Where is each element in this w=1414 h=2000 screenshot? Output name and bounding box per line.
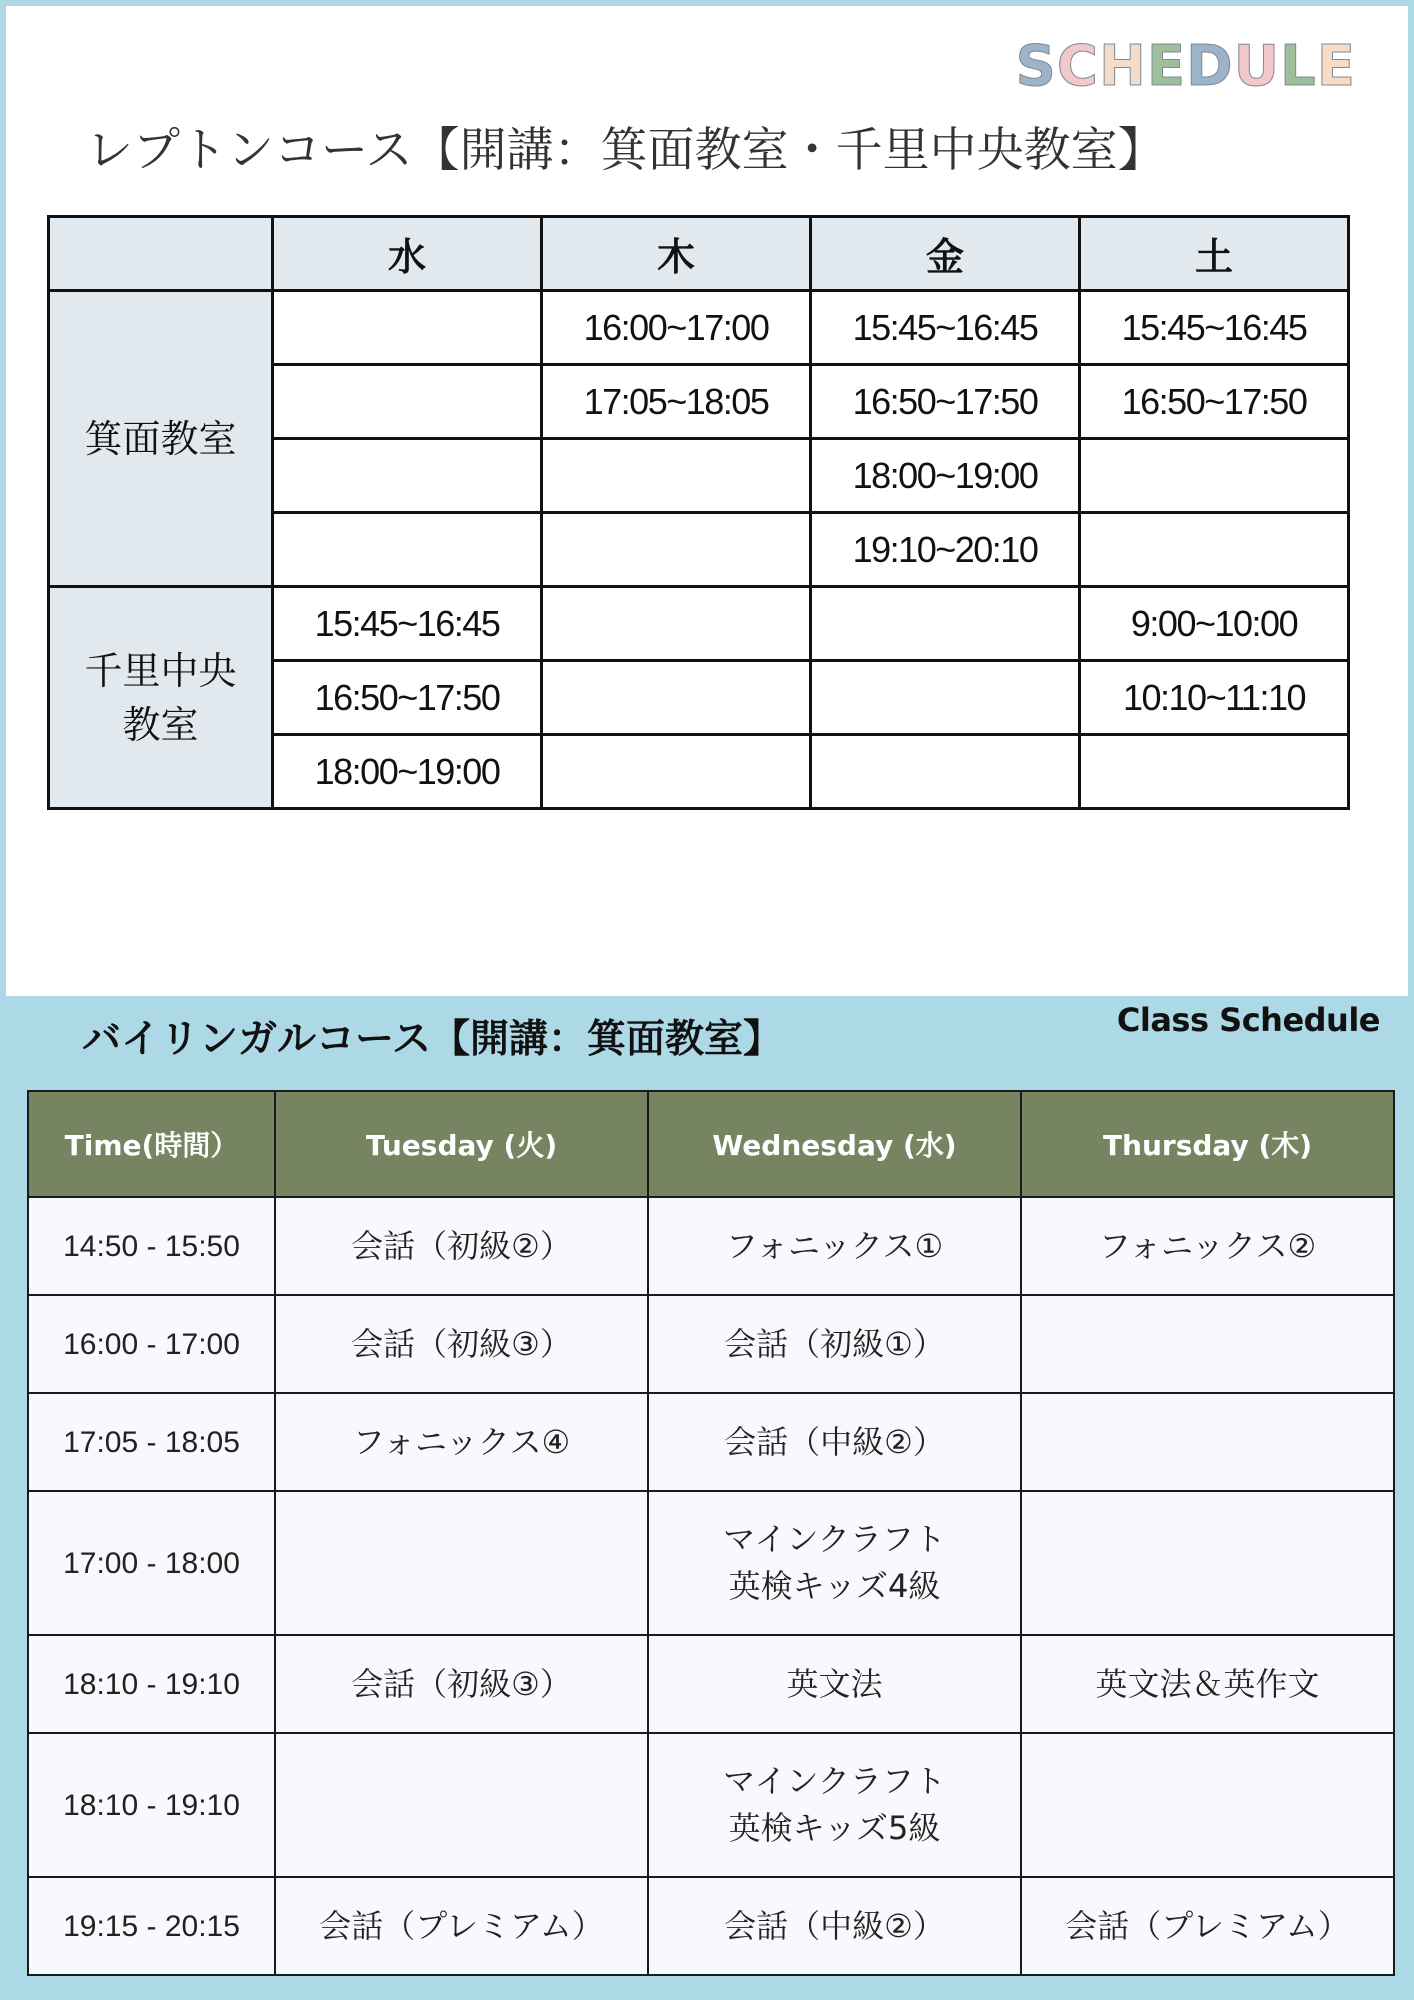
schedule-logo-letter: E: [1316, 34, 1356, 99]
bilingual-row: [28, 1491, 1394, 1635]
lepton-course-title: レプトンコース【開講：箕面教室・千里中央教室】: [86, 123, 1165, 178]
class-name-line: 18:10 - 19:10: [63, 1788, 240, 1822]
bilingual-header-cell: Time(時間）: [28, 1091, 275, 1197]
lepton-day-header: 金: [811, 217, 1080, 291]
lepton-day-header: 土: [1080, 217, 1349, 291]
class-schedule-label: Class Schedule: [1116, 1001, 1380, 1039]
class-cell: [648, 1197, 1021, 1295]
class-cell: [648, 1295, 1021, 1393]
time-slot-cell: [811, 587, 1080, 661]
class-name-line: 英検キッズ4級: [728, 1567, 941, 1605]
time-slot-cell: [542, 513, 811, 587]
bilingual-row: [28, 1197, 1394, 1295]
class-cell: [1021, 1877, 1394, 1975]
schedule-logo-letter: H: [1098, 34, 1147, 99]
time-cell: [28, 1635, 275, 1733]
class-cell: [648, 1491, 1021, 1635]
time-slot-cell: 17:05~18:05: [542, 365, 811, 439]
time-slot-cell: [273, 365, 542, 439]
time-slot-cell: 18:00~19:00: [273, 735, 542, 809]
class-name-line: フォニックス④: [352, 1422, 571, 1461]
class-name-line: 会話（初級③）: [351, 1664, 572, 1703]
class-name-line: 16:00 - 17:00: [63, 1327, 240, 1361]
location-name-line: 箕面教室: [84, 416, 237, 461]
class-name-line: マインクラフト: [723, 1520, 946, 1558]
time-slot-cell: 15:45~16:45: [1080, 291, 1349, 365]
lepton-day-header: 木: [542, 217, 811, 291]
class-name-line: 会話（初級①）: [724, 1324, 945, 1363]
lepton-day-header: 水: [273, 217, 542, 291]
time-slot-cell: [542, 735, 811, 809]
time-cell: [28, 1393, 275, 1491]
class-name-line: 会話（中級②）: [724, 1906, 945, 1945]
time-slot-cell: [273, 439, 542, 513]
bilingual-course-title: バイリンガルコース【開講：箕面教室】: [82, 1017, 783, 1062]
lepton-corner-cell: [49, 217, 273, 291]
class-name-line: マインクラフト: [723, 1762, 946, 1800]
location-cell: [49, 587, 273, 809]
class-name-line: 会話（中級②）: [724, 1422, 945, 1461]
class-cell: [275, 1877, 648, 1975]
schedule-logo-letter: U: [1233, 34, 1281, 99]
class-cell: [1021, 1197, 1394, 1295]
time-slot-cell: [273, 291, 542, 365]
class-name-line: 英文法＆英作文: [1095, 1664, 1320, 1703]
schedule-logo-letter: E: [1146, 34, 1187, 99]
bilingual-row: [28, 1635, 1394, 1733]
class-name-line: 会話（プレミアム）: [1065, 1906, 1350, 1945]
class-cell: [648, 1733, 1021, 1877]
class-name-line: 会話（初級②）: [351, 1226, 572, 1265]
lepton-schedule-table: [47, 215, 1350, 810]
time-slot-cell: [811, 661, 1080, 735]
time-cell: [28, 1295, 275, 1393]
time-slot-cell: 16:50~17:50: [1080, 365, 1349, 439]
time-slot-cell: [1080, 439, 1349, 513]
schedule-logo-letter: C: [1056, 34, 1099, 99]
class-cell: [275, 1393, 648, 1491]
time-slot-cell: 16:50~17:50: [273, 661, 542, 735]
class-cell: [1021, 1733, 1394, 1877]
class-cell: [648, 1393, 1021, 1491]
time-cell: [28, 1877, 275, 1975]
class-name-line: 会話（プレミアム）: [319, 1906, 604, 1945]
time-slot-cell: [1080, 735, 1349, 809]
bilingual-schedule-table: [27, 1090, 1395, 1976]
class-cell: [648, 1877, 1021, 1975]
time-slot-cell: [811, 735, 1080, 809]
bilingual-row: [28, 1877, 1394, 1975]
lepton-header-row: [49, 217, 1349, 291]
class-cell: [275, 1197, 648, 1295]
time-slot-cell: 18:00~19:00: [811, 439, 1080, 513]
time-cell: [28, 1491, 275, 1635]
bilingual-header-cell: Thursday (木): [1021, 1091, 1394, 1197]
schedule-logo: [1015, 32, 1356, 102]
class-name-line: 17:00 - 18:00: [63, 1546, 240, 1580]
time-slot-cell: 16:50~17:50: [811, 365, 1080, 439]
class-name-line: 英検キッズ5級: [728, 1809, 941, 1847]
time-cell: [28, 1197, 275, 1295]
time-slot-cell: [542, 661, 811, 735]
bilingual-row: [28, 1393, 1394, 1491]
lepton-section: [6, 6, 1408, 996]
class-cell: [1021, 1295, 1394, 1393]
class-name-line: フォニックス②: [1098, 1226, 1317, 1265]
class-name-line: 19:15 - 20:15: [63, 1909, 240, 1943]
location-cell: [49, 291, 273, 587]
class-name-line: 英文法: [786, 1664, 883, 1703]
bilingual-row: [28, 1295, 1394, 1393]
class-cell: [275, 1295, 648, 1393]
class-cell: [648, 1635, 1021, 1733]
time-slot-cell: 15:45~16:45: [811, 291, 1080, 365]
time-slot-cell: [273, 513, 542, 587]
lepton-row: [49, 587, 1349, 661]
schedule-logo-letter: S: [1015, 34, 1057, 99]
time-slot-cell: 10:10~11:10: [1080, 661, 1349, 735]
time-slot-cell: [1080, 513, 1349, 587]
class-cell: [275, 1491, 648, 1635]
class-name-line: 18:10 - 19:10: [63, 1667, 240, 1701]
bilingual-header-cell: Tuesday (火): [275, 1091, 648, 1197]
class-cell: [275, 1635, 648, 1733]
schedule-logo-letter: D: [1186, 34, 1234, 99]
time-slot-cell: 9:00~10:00: [1080, 587, 1349, 661]
class-cell: [1021, 1393, 1394, 1491]
bilingual-header-row: [28, 1091, 1394, 1197]
lepton-row: [49, 291, 1349, 365]
time-slot-cell: [542, 587, 811, 661]
schedule-logo-letter: L: [1280, 34, 1317, 99]
bilingual-header-cell: Wednesday (水): [648, 1091, 1021, 1197]
location-name-line: 教室: [122, 702, 199, 747]
class-name-line: 17:05 - 18:05: [63, 1425, 240, 1459]
location-name-line: 千里中央: [84, 648, 237, 693]
class-name-line: 14:50 - 15:50: [63, 1229, 240, 1263]
time-cell: [28, 1733, 275, 1877]
time-slot-cell: [542, 439, 811, 513]
time-slot-cell: 19:10~20:10: [811, 513, 1080, 587]
class-cell: [1021, 1635, 1394, 1733]
class-cell: [1021, 1491, 1394, 1635]
time-slot-cell: 15:45~16:45: [273, 587, 542, 661]
class-cell: [275, 1733, 648, 1877]
bilingual-row: [28, 1733, 1394, 1877]
class-name-line: フォニックス①: [725, 1226, 944, 1265]
class-name-line: 会話（初級③）: [351, 1324, 572, 1363]
time-slot-cell: 16:00~17:00: [542, 291, 811, 365]
